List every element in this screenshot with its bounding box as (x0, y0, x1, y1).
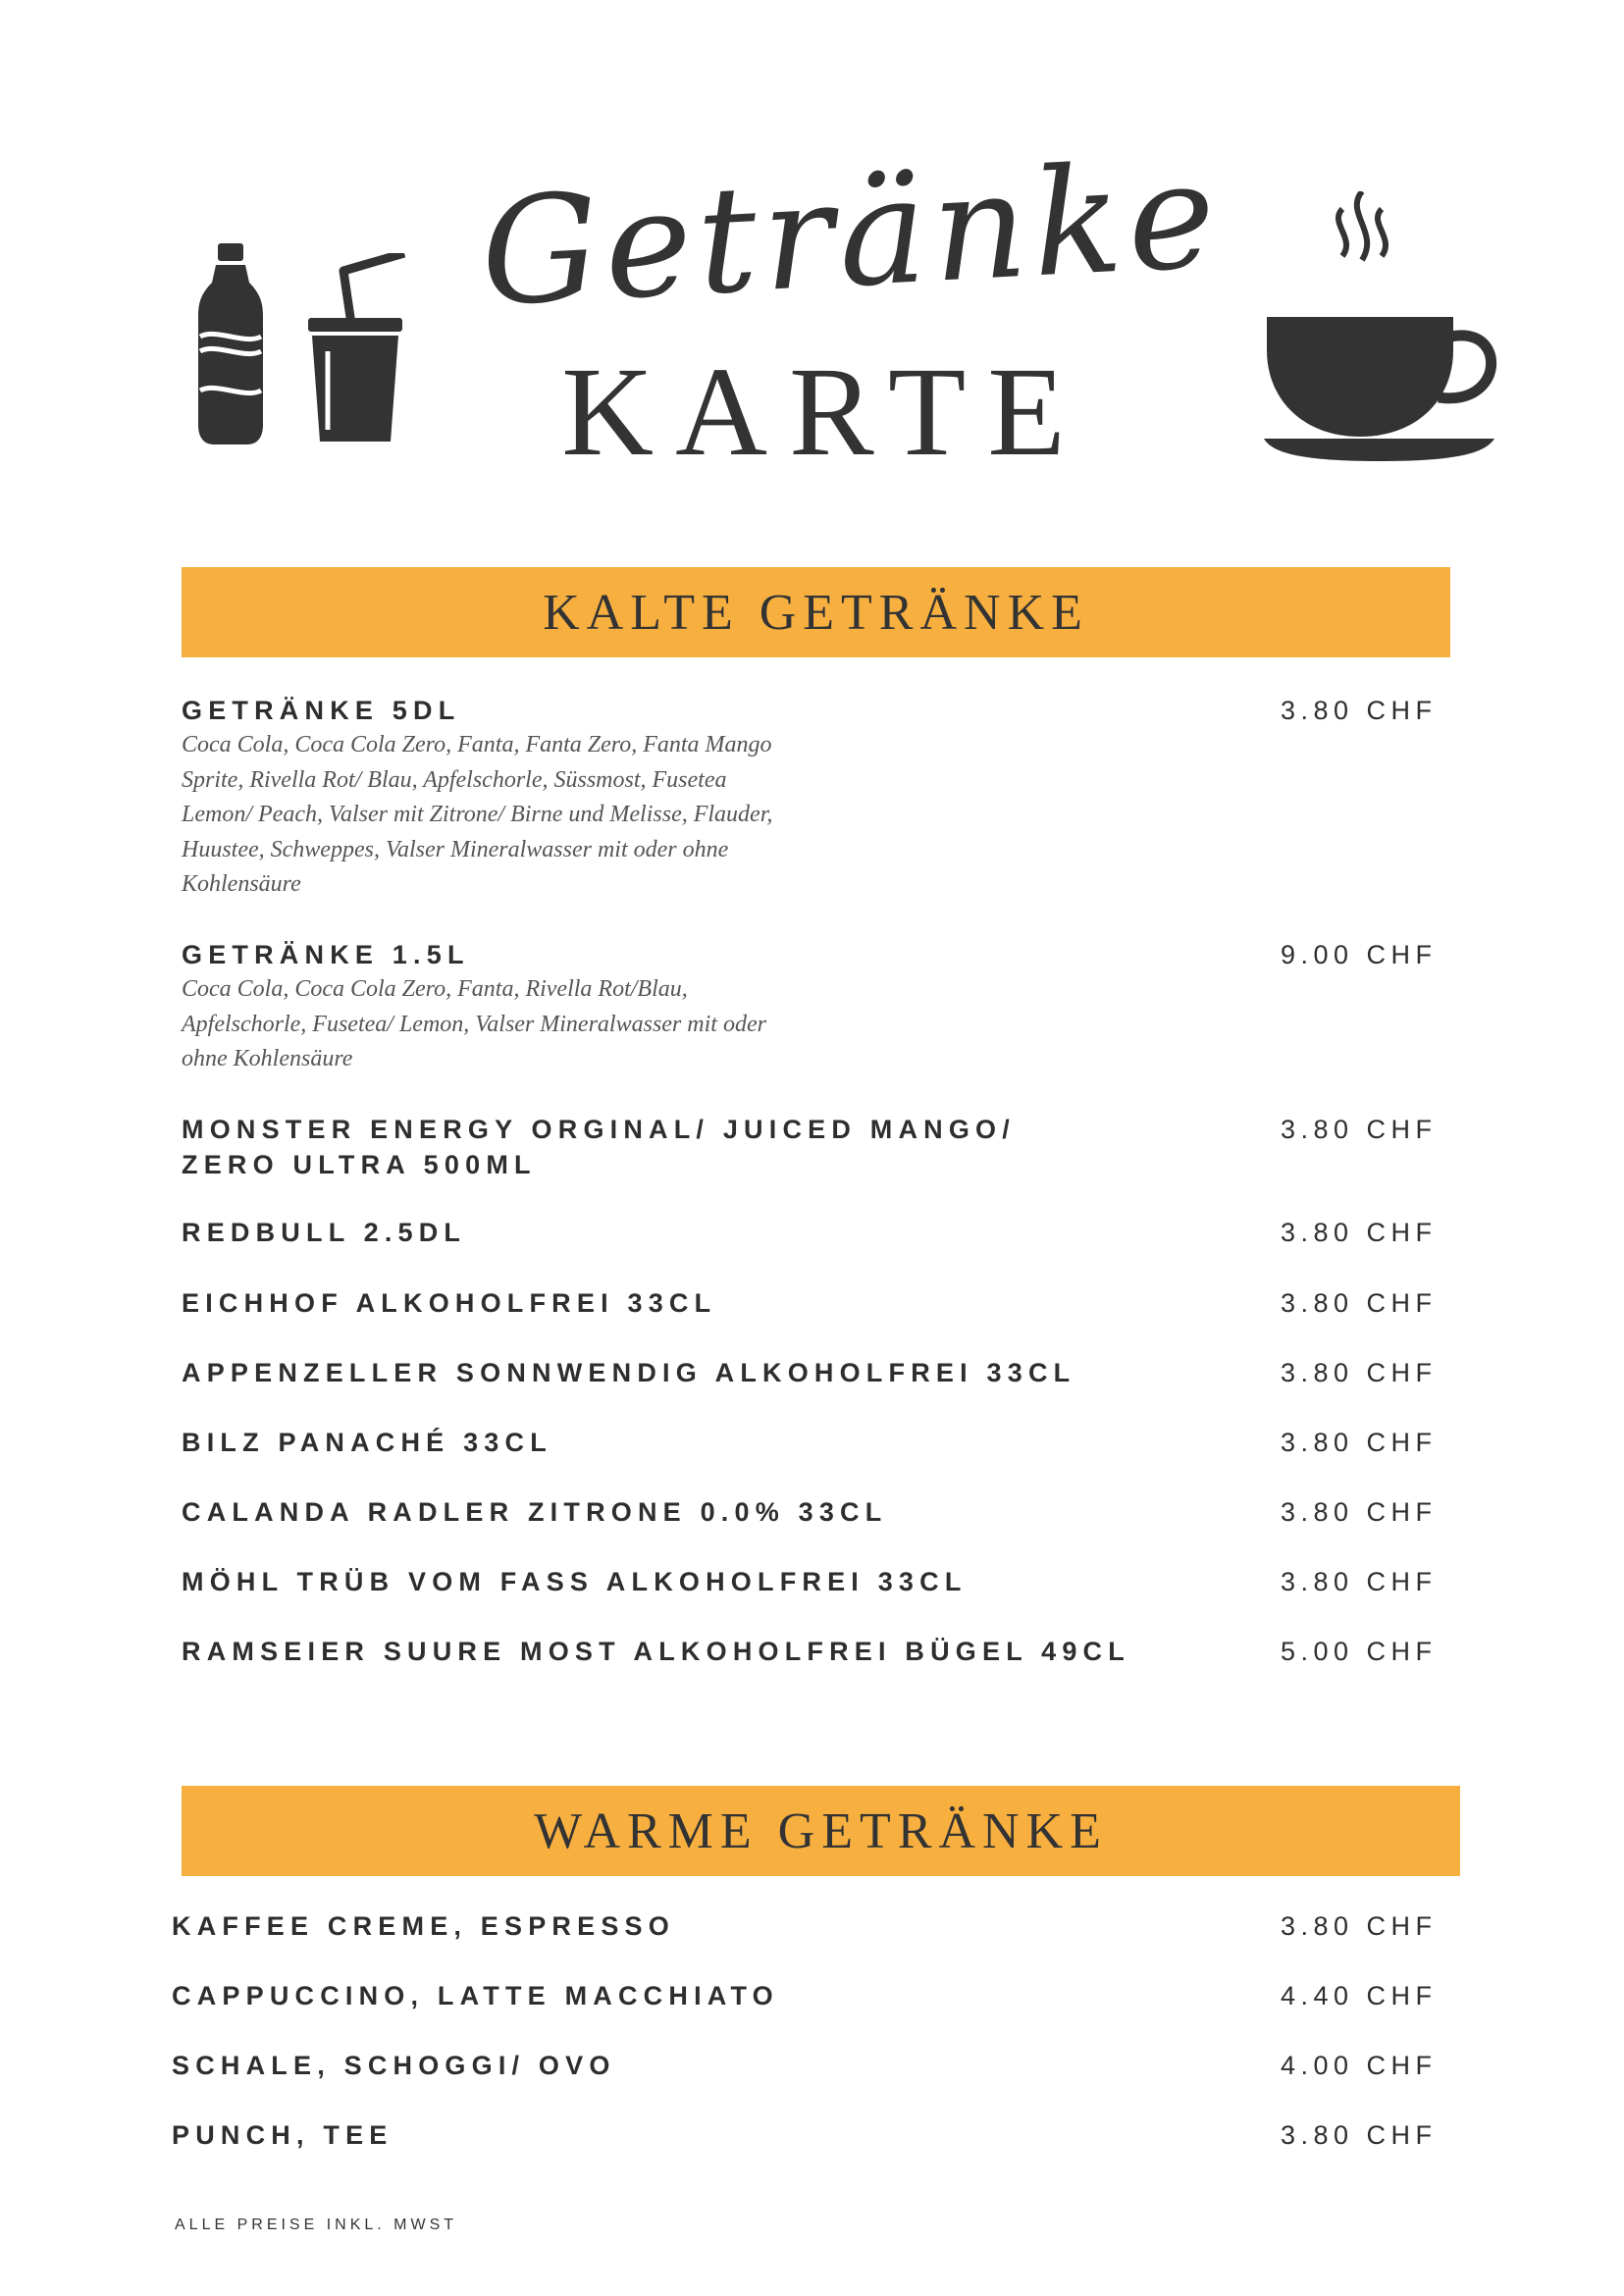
item-name: SCHALE, SCHOGGI/ OVO (172, 2051, 616, 2080)
item-description-line: Coca Cola, Coca Cola Zero, Fanta, Rivella Rot/Blau, (182, 976, 688, 1002)
item-name: APPENZELLER SONNWENDIG ALKOHOLFREI 33CL (182, 1358, 1076, 1387)
item-name: RAMSEIER SUURE MOST ALKOHOLFREI BÜGEL 49CL (182, 1637, 1130, 1666)
item-description-line: Huustee, Schweppes, Valser Mineralwasser mit oder ohne (182, 836, 729, 862)
item-name: EICHHOF ALKOHOLFREI 33CL (182, 1288, 717, 1318)
item-name: KAFFEE CREME, ESPRESSO (172, 1911, 675, 1941)
item-description-line: Kohlensäure (182, 871, 301, 897)
item-name: CALANDA RADLER ZITRONE 0.0% 33CL (182, 1497, 888, 1527)
item-price: 3.80 CHF (1281, 1358, 1438, 1387)
item-price: 9.00 CHF (1281, 940, 1438, 969)
item-price: 4.00 CHF (1281, 2051, 1438, 2080)
item-name: GETRÄNKE 5DL (182, 696, 461, 725)
item-name: MÖHL TRÜB VOM FASS ALKOHOLFREI 33CL (182, 1567, 968, 1596)
item-price: 3.80 CHF (1281, 1428, 1438, 1457)
item-price: 3.80 CHF (1281, 1911, 1438, 1941)
item-description-line: Coca Cola, Coca Cola Zero, Fanta, Fanta Zero, Fanta Mango (182, 732, 772, 757)
item-price: 5.00 CHF (1281, 1637, 1438, 1666)
item-price: 3.80 CHF (1281, 2120, 1438, 2150)
script-title: Getränke (476, 130, 1226, 339)
item-description-line: ohne Kohlensäure (182, 1046, 353, 1071)
item-name: ZERO ULTRA 500ML (182, 1150, 537, 1179)
item-price: 3.80 CHF (1281, 696, 1438, 725)
item-price: 3.80 CHF (1281, 1115, 1438, 1144)
menu-item (182, 1285, 716, 1321)
item-name: PUNCH, TEE (172, 2120, 393, 2150)
item-description-line: Sprite, Rivella Rot/ Blau, Apfelschorle, Süssmost, Fusetea (182, 766, 727, 793)
item-name: GETRÄNKE 1.5L (182, 940, 470, 969)
item-description-line: Apfelschorle, Fusetea/ Lemon, Valser Mineralwasser mit oder (182, 1011, 766, 1037)
menu-item (182, 937, 829, 1077)
item-price: 3.80 CHF (1281, 1288, 1438, 1318)
item-name: MONSTER ENERGY ORGINAL/ JUICED MANGO/ (182, 1115, 1016, 1144)
page-title: KARTE (561, 341, 1087, 483)
item-description-line: Lemon/ Peach, Valser mit Zitrone/ Birne und Melisse, Flauder, (182, 802, 773, 827)
menu-item (182, 693, 829, 903)
warm-drinks-heading: WARME GETRÄNKE (182, 1786, 1460, 1876)
menu-item (172, 1978, 779, 2013)
cup-with-straw-icon (304, 253, 412, 449)
menu-item (172, 1908, 675, 1944)
menu-item (182, 1494, 887, 1530)
menu-item (182, 1564, 968, 1599)
menu-item (182, 1112, 1016, 1182)
cold-drinks-heading: KALTE GETRÄNKE (182, 567, 1450, 657)
menu-item (182, 1425, 552, 1460)
coffee-cup-icon (1264, 191, 1499, 461)
menu-item (182, 1355, 1075, 1390)
item-price: 3.80 CHF (1281, 1567, 1438, 1596)
item-price: 4.40 CHF (1281, 1981, 1438, 2010)
item-name: BILZ PANACHÉ 33CL (182, 1428, 552, 1457)
menu-item (182, 1215, 466, 1250)
item-price: 3.80 CHF (1281, 1218, 1438, 1247)
item-name: CAPPUCCINO, LATTE MACCHIATO (172, 1981, 779, 2010)
menu-item (172, 2048, 616, 2083)
bottle-icon (196, 243, 265, 449)
item-price: 3.80 CHF (1281, 1497, 1438, 1527)
item-description (182, 972, 829, 1077)
menu-item (172, 2117, 393, 2153)
item-name: REDBULL 2.5DL (182, 1218, 467, 1247)
menu-item (182, 1634, 1130, 1669)
price-note: ALLE PREISE INKL. MWST (175, 2217, 458, 2233)
item-description (182, 728, 829, 903)
